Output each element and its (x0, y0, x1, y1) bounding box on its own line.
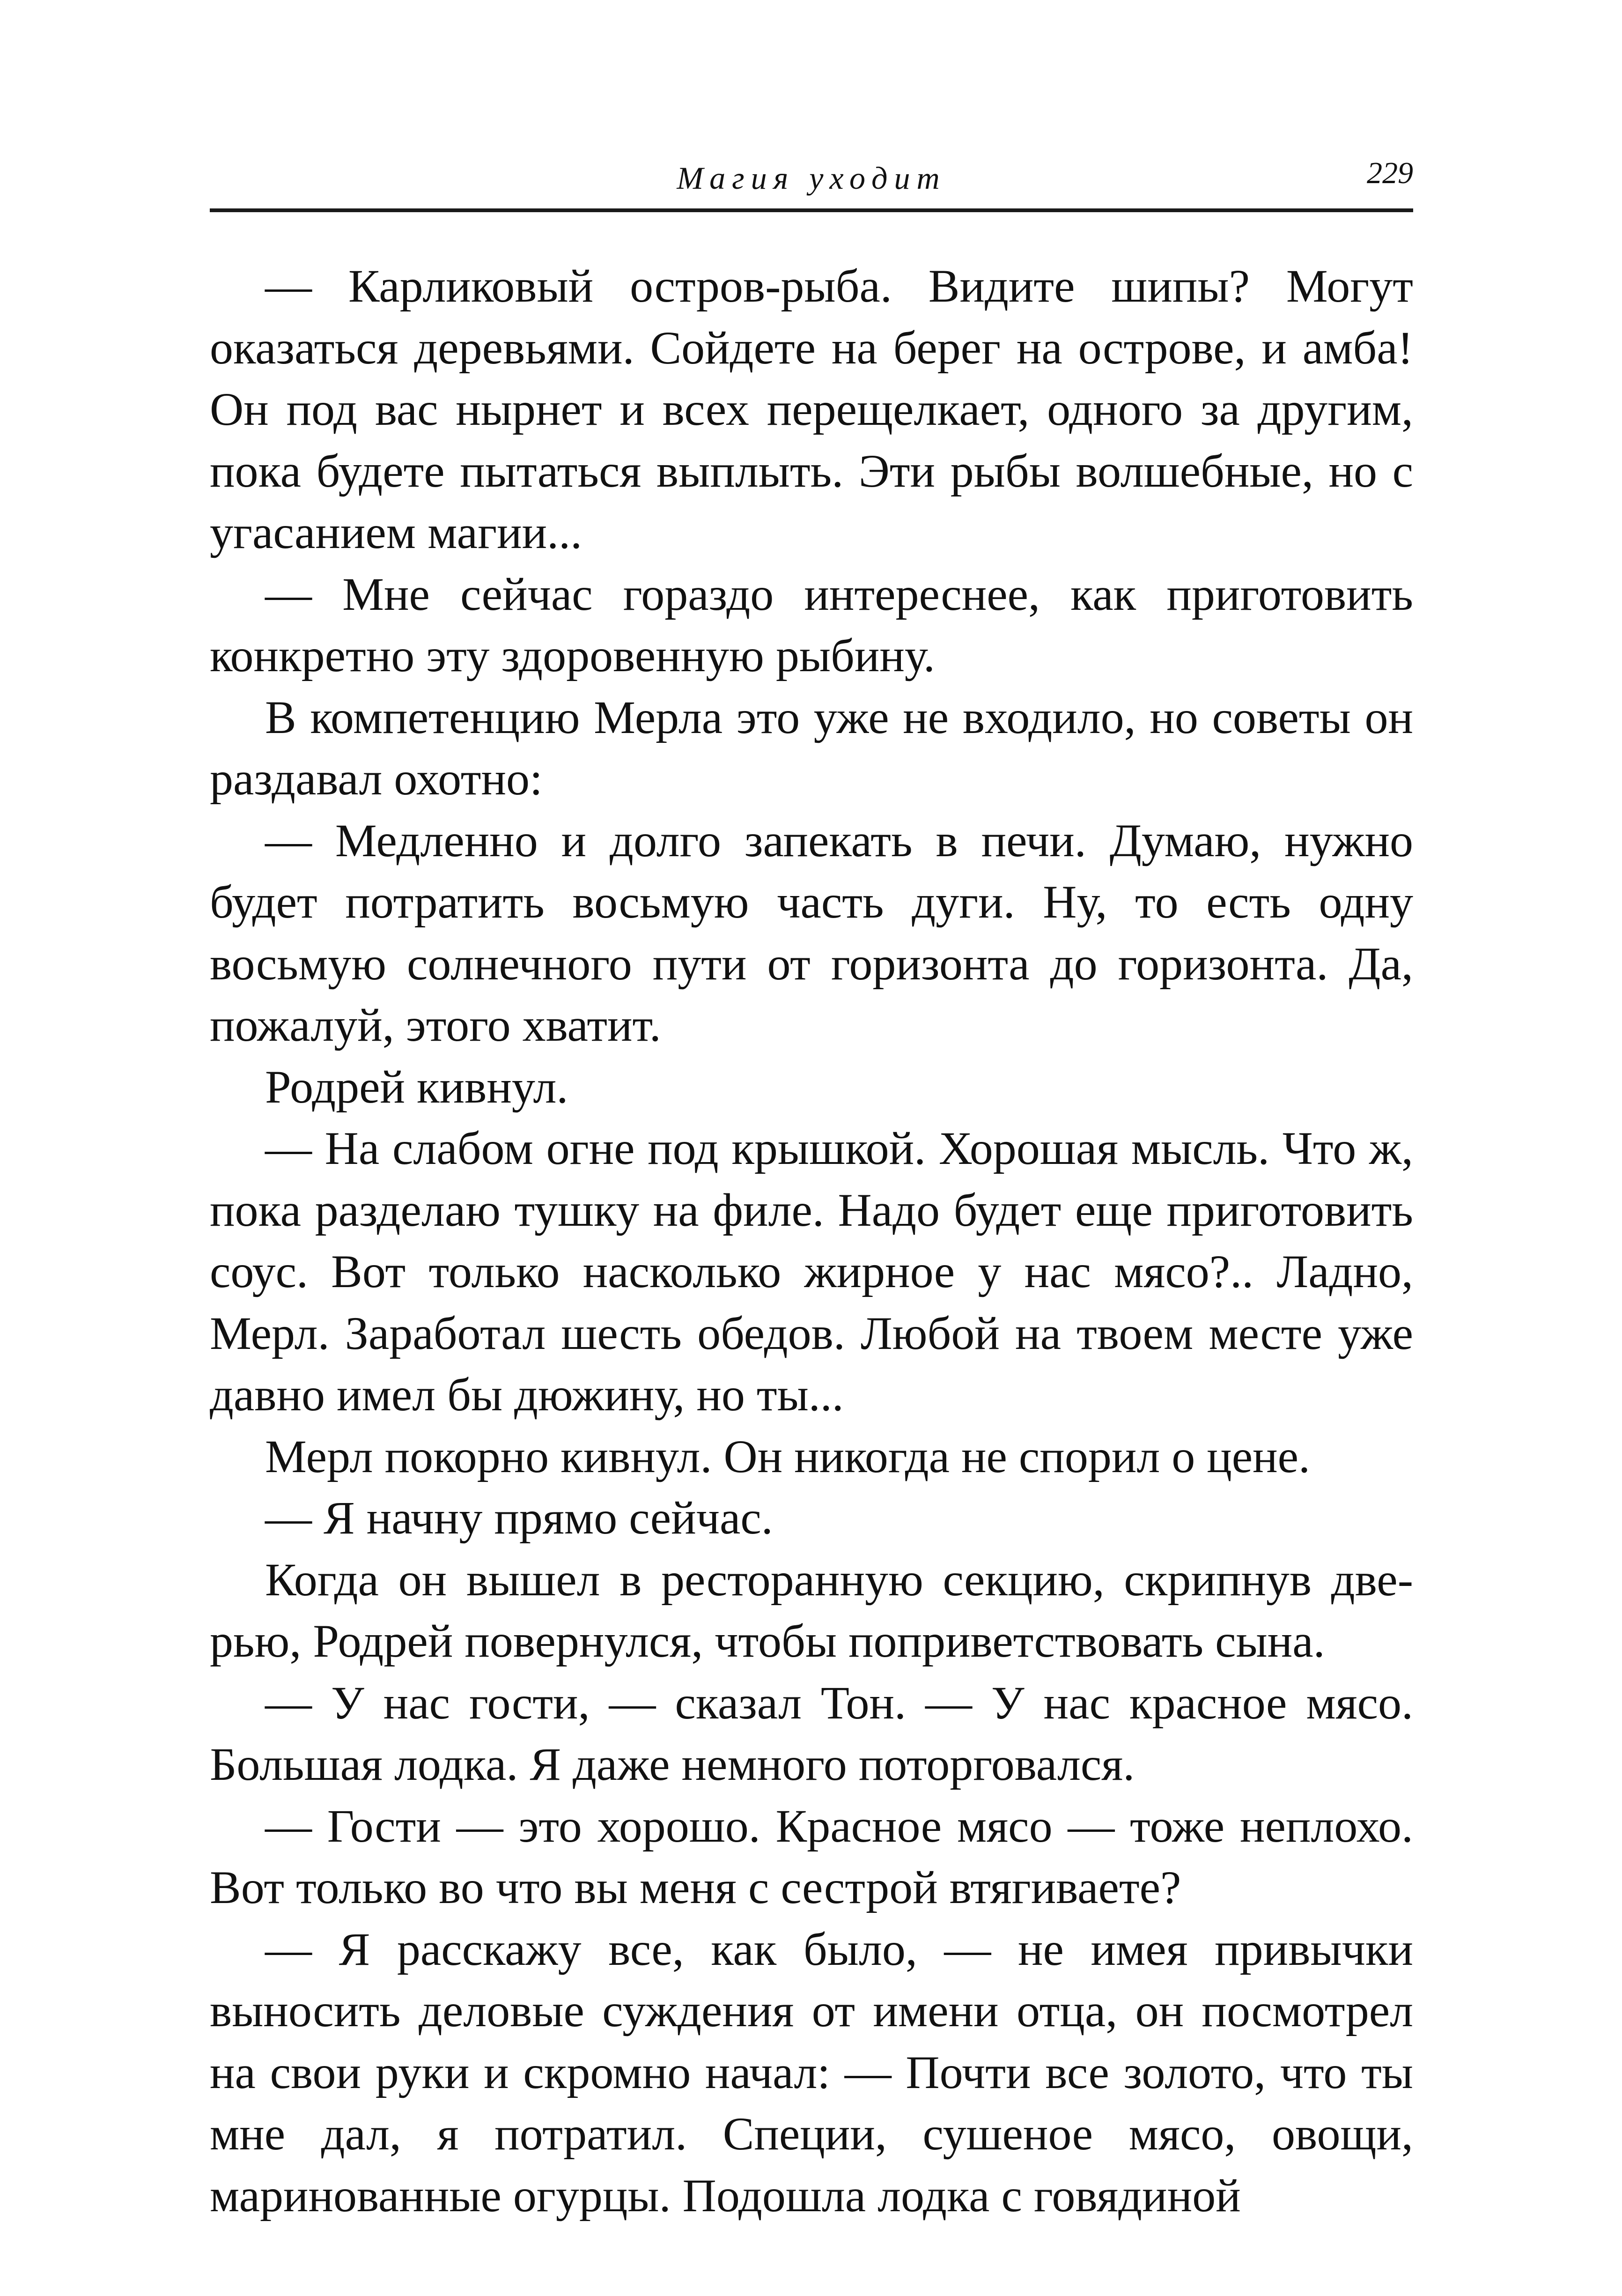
running-title: Магия уходит (677, 160, 946, 196)
running-head (210, 155, 1413, 201)
page-number: 229 (1367, 156, 1413, 190)
paragraph: — Я расскажу все, как было, — не имея привычки выносить деловые суждения от имени отца, он посмотрел на свои руки и скромно начал: — Почти все золото, что ты мне дал, я потратил. Специи, сушеное мясо, овощи, маринованные огурцы. Подошла лодка с говядиной (210, 1923, 1413, 2222)
paragraph: — У нас гости, — сказал Тон. — У нас красное мясо. Большая лодка. Я даже немного поторговался. (210, 1676, 1413, 1790)
paragraph: — На слабом огне под крышкой. Хорошая мысль. Что ж, пока разделаю тушку на филе. Надо будет еще приготовить соус. Вот только насколько жирное у нас мясо?.. Ладно, Мерл. Заработал шесть обедов. Любой на твоем месте уже давно имел бы дюжину, но ты... (210, 1122, 1413, 1421)
body-text (210, 255, 1413, 2226)
paragraph: — Медленно и долго запекать в печи. Думаю, нужно будет потратить восьмую часть дуги. Ну, то есть одну восьмую солнечного пути от горизонта до горизонта. Да, пожалуй, этого хватит. (210, 814, 1413, 1051)
header-rule (210, 208, 1413, 212)
paragraph: Родрей кивнул. (265, 1060, 568, 1113)
paragraph: — Гости — это хорошо. Красное мясо — тоже неплохо. Вот только во что вы меня с сестрой втягиваете? (210, 1800, 1413, 1913)
paragraph: Когда он вышел в ресторанную секцию, скрипнув дверью, Родрей повернулся, чтобы поприветствовать сына. (210, 1553, 1413, 1667)
paragraph: В компетенцию Мерла это уже не входило, но советы он раздавал охотно: (210, 691, 1413, 805)
paragraph: Мерл покорно кивнул. Он никогда не спорил о цене. (265, 1430, 1311, 1482)
paragraph: — Карликовый остров-рыба. Видите шипы? Могут оказаться деревьями. Сойдете на берег на острове, и амба! Он под вас нырнет и всех перещелкает, одного за другим, пока будете пытаться выплыть. Эти рыбы волшебные, но с угасанием магии... (210, 260, 1413, 558)
paragraph: — Мне сейчас гораздо интереснее, как приготовить конкретно эту здоровенную рыбину. (210, 568, 1413, 681)
paragraph: — Я начну прямо сейчас. (265, 1492, 773, 1544)
